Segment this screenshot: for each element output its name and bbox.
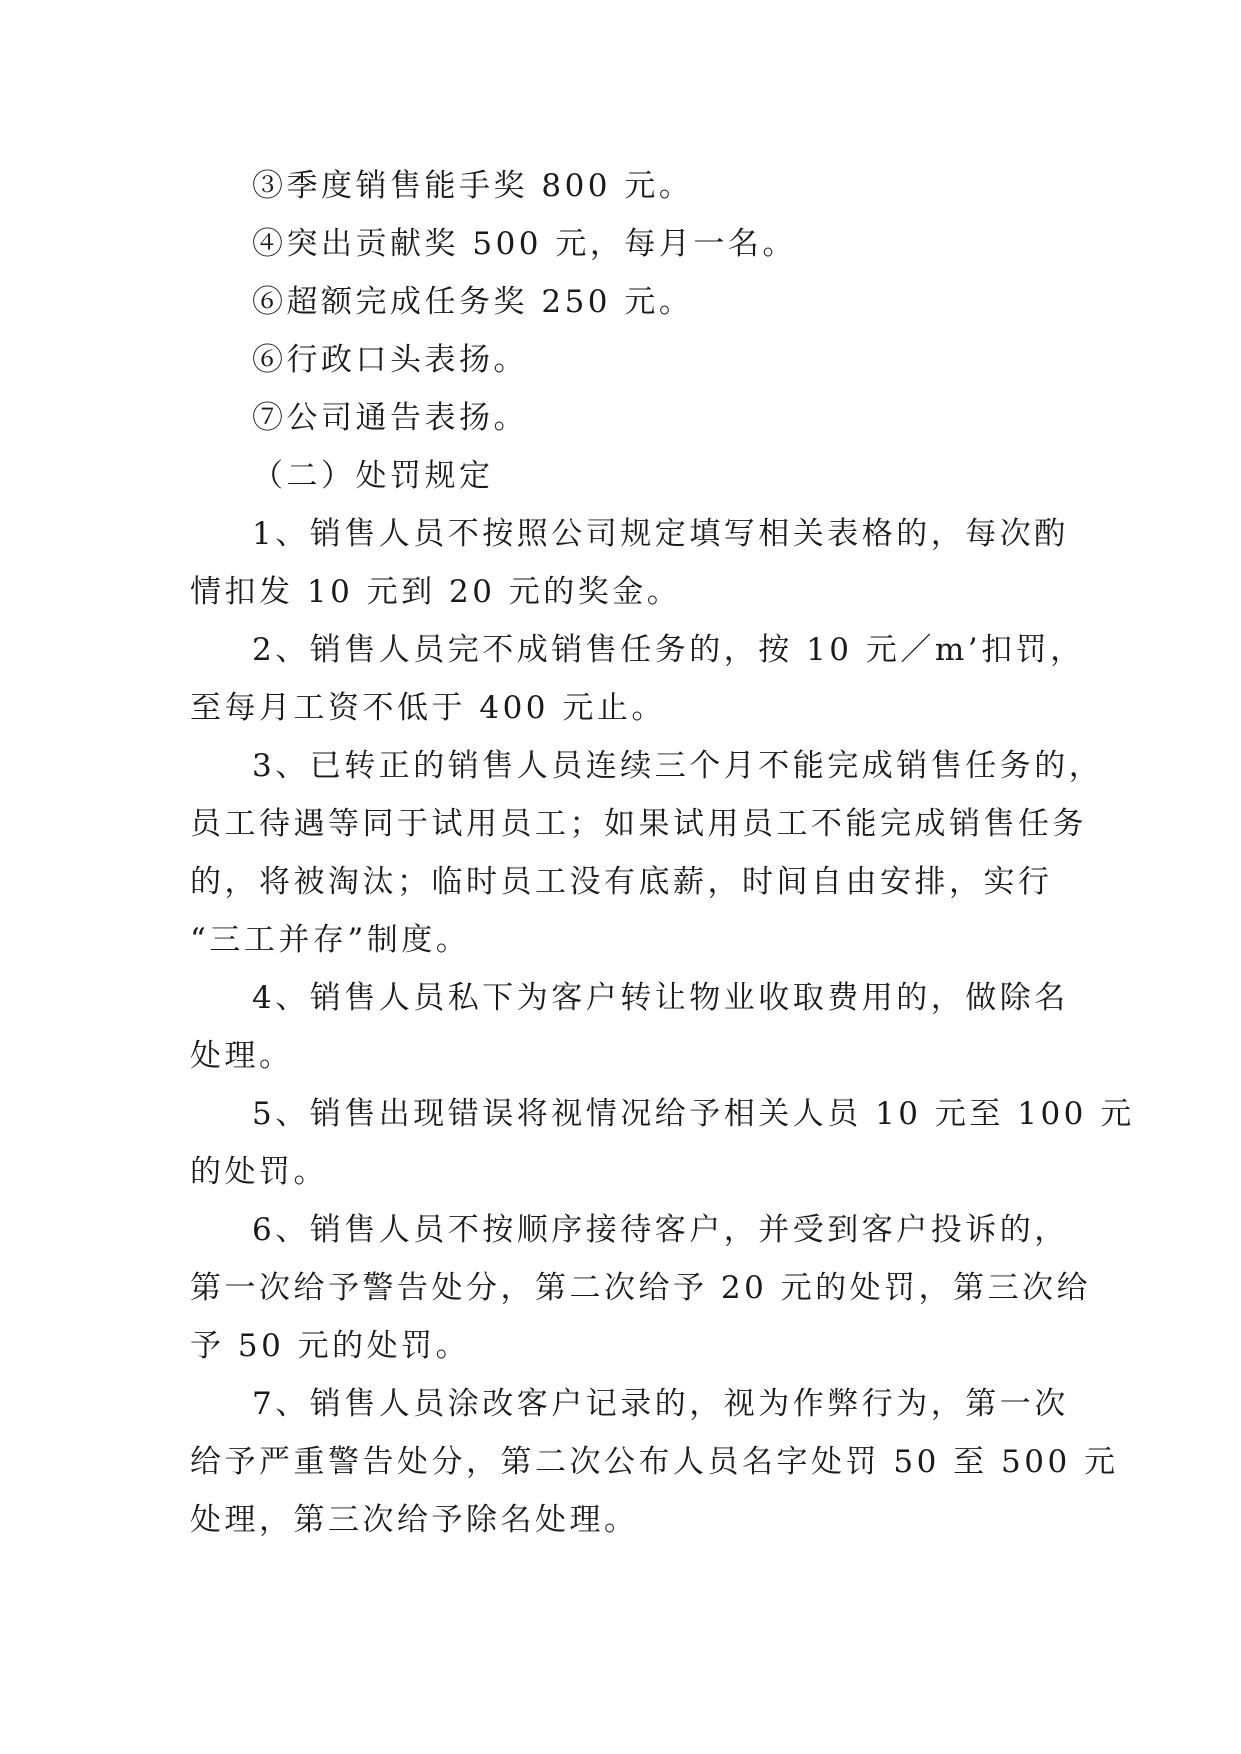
penalty-3-line-1: 3、已转正的销售人员连续三个月不能完成销售任务的， (252, 748, 1104, 784)
penalty-4-line-1: 4、销售人员私下为客户转让物业收取费用的，做除名 (252, 980, 1069, 1016)
reward-item-6: ⑥行政口头表扬。 (252, 342, 528, 378)
reward-item-5: ⑥超额完成任务奖 250 元。 (252, 284, 694, 320)
penalty-1-line-1: 1、销售人员不按照公司规定填写相关表格的，每次酌 (252, 516, 1069, 552)
document-body (190, 157, 1135, 1549)
penalty-2-line-2: 至每月工资不低于 400 元止。 (190, 690, 666, 726)
penalty-7-line-2: 给予严重警告处分，第二次公布人员名字处罚 50 至 500 元 (190, 1444, 1119, 1480)
penalty-3-line-3: 的，将被淘汰；临时员工没有底薪，时间自由安排，实行 (190, 864, 1053, 900)
penalty-3-line-4: “三工并存”制度。 (190, 922, 471, 958)
penalty-1-line-2: 情扣发 10 元到 20 元的奖金。 (190, 574, 682, 610)
penalty-6-line-3: 予 50 元的处罚。 (190, 1328, 471, 1364)
penalty-7-line-1: 7、销售人员涂改客户记录的，视为作弊行为，第一次 (252, 1386, 1069, 1422)
penalty-3-line-2: 员工待遇等同于试用员工；如果试用员工不能完成销售任务 (190, 806, 1087, 842)
penalty-6-line-1: 6、销售人员不按顺序接待客户，并受到客户投诉的， (252, 1212, 1069, 1248)
penalty-4-line-2: 处理。 (190, 1038, 294, 1074)
penalty-2-line-1: 2、销售人员完不成销售任务的，按 10 元／m’扣罚， (252, 632, 1085, 668)
section-heading-penalties: （二）处罚规定 (252, 458, 494, 494)
penalty-5-line-2: 的处罚。 (190, 1154, 328, 1190)
reward-item-4: ④突出贡献奖 500 元，每月一名。 (252, 226, 797, 262)
reward-item-3: ③季度销售能手奖 800 元。 (252, 168, 694, 204)
penalty-6-line-2: 第一次给予警告处分，第二次给予 20 元的处罚，第三次给 (190, 1270, 1092, 1306)
reward-item-7: ⑦公司通告表扬。 (252, 400, 528, 436)
penalty-7-line-3: 处理，第三次给予除名处理。 (190, 1502, 639, 1538)
penalty-5-line-1: 5、销售出现错误将视情况给予相关人员 10 元至 100 元 (252, 1096, 1135, 1132)
